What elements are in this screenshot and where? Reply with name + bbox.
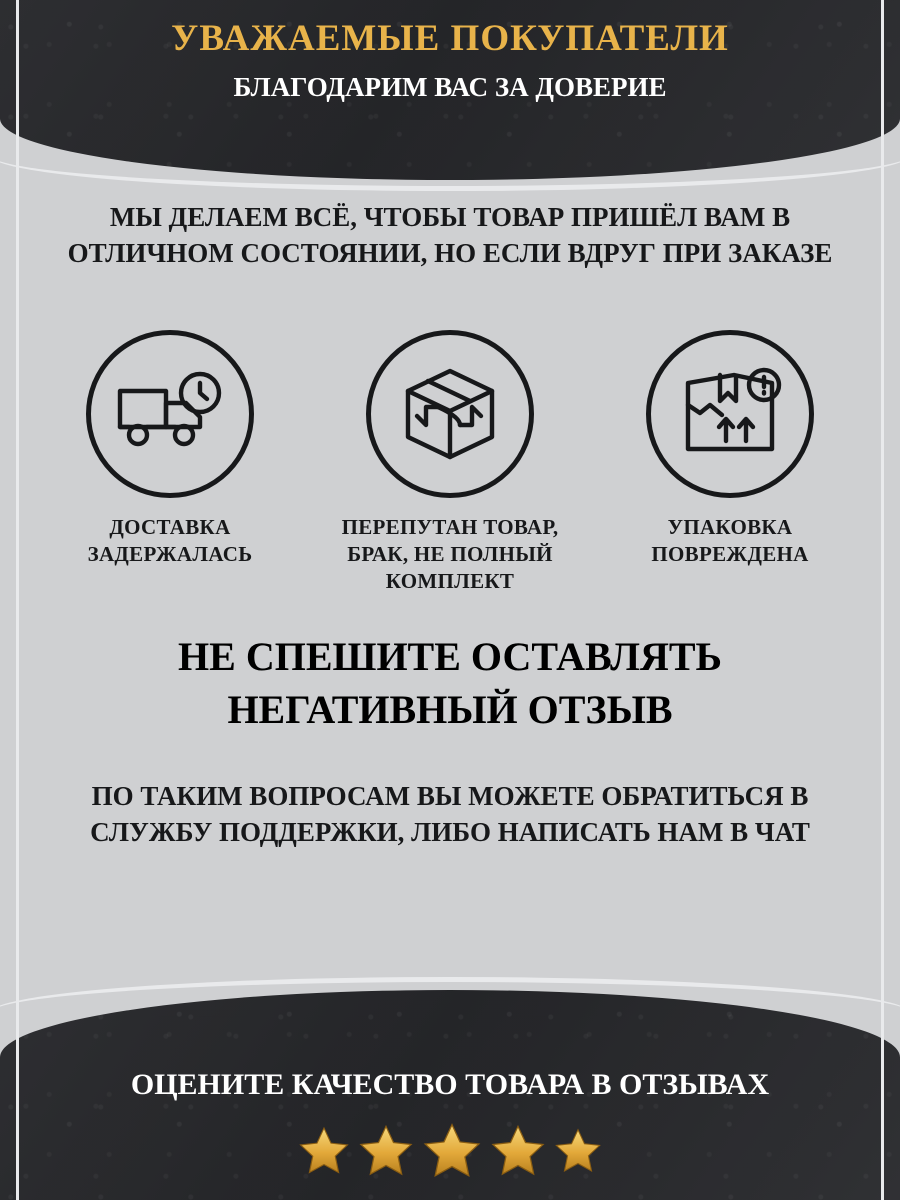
header (0, 18, 900, 104)
gold-star-icon[interactable] (552, 1126, 604, 1176)
issue-caption-delivery: ДОСТАВКА ЗАДЕРЖАЛАСЬ (87, 515, 253, 566)
issue-item-damaged-package (600, 330, 860, 568)
warning-text: НЕ СПЕШИТЕ ОСТАВЛЯТЬ НЕГАТИВНЫЙ ОТЗЫВ (178, 634, 722, 733)
header-subtitle: БЛАГОДАРИМ ВАС ЗА ДОВЕРИЕ (233, 71, 667, 102)
header-title-gold: УВАЖАЕМЫЕ ПОКУПАТЕЛИ (171, 18, 729, 59)
issue-icons-row (40, 330, 860, 595)
issue-caption-wrong-goods: ПЕРЕПУТАН ТОВАР, БРАК, НЕ ПОЛНЫЙ КОМПЛЕКТ (341, 515, 559, 593)
issue-item-wrong-goods (320, 330, 580, 595)
delivery-truck-clock-icon (86, 330, 254, 498)
support-text: ПО ТАКИМ ВОПРОСАМ ВЫ МОЖЕТЕ ОБРАТИТЬСЯ В СЛУЖБУ ПОДДЕРЖКИ, ЛИБО НАПИСАТЬ НАМ В ЧАТ (90, 781, 810, 848)
rating-stars[interactable] (0, 1120, 900, 1182)
box-return-arrow-icon (366, 330, 534, 498)
gold-star-icon[interactable] (296, 1124, 352, 1178)
damaged-package-icon (646, 330, 814, 498)
intro-text: МЫ ДЕЛАЕМ ВСЁ, ЧТОБЫ ТОВАР ПРИШЁЛ ВАМ В ОТЛИЧНОМ СОСТОЯНИИ, НО ЕСЛИ ВДРУГ ПРИ ЗАКАЗЕ (67, 202, 833, 268)
right-border-line (881, 0, 884, 1200)
gold-star-icon[interactable] (488, 1122, 548, 1180)
issue-item-delivery (40, 330, 300, 568)
left-border-line (16, 0, 19, 1200)
issue-caption-damaged-package: УПАКОВКА ПОВРЕЖДЕНА (651, 515, 809, 566)
gold-star-icon[interactable] (420, 1120, 484, 1182)
gold-star-icon[interactable] (356, 1122, 416, 1180)
footer-title: ОЦЕНИТЕ КАЧЕСТВО ТОВАРА В ОТЗЫВАХ (130, 1068, 770, 1101)
footer (0, 1065, 900, 1182)
